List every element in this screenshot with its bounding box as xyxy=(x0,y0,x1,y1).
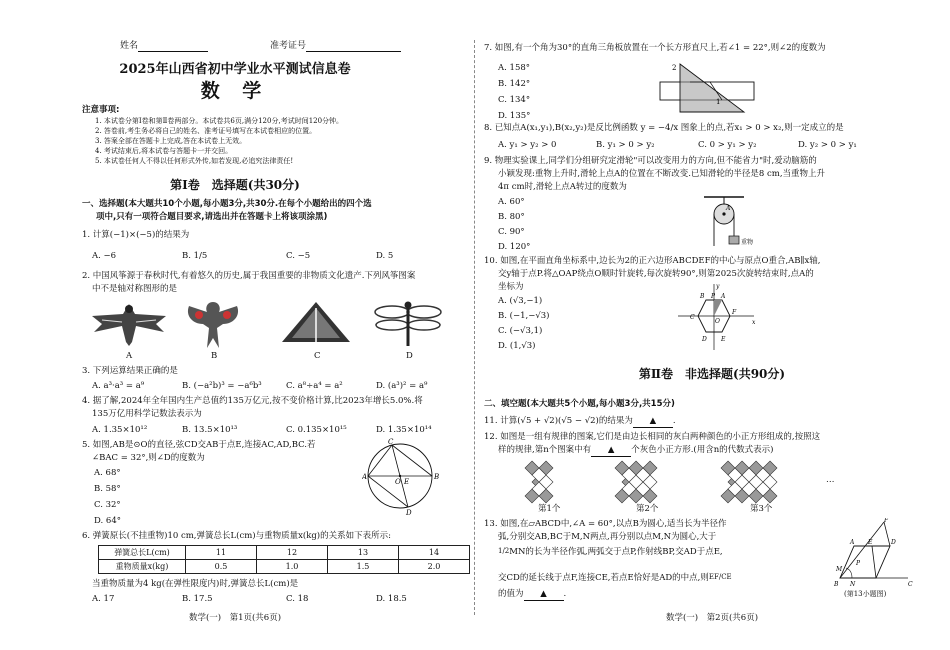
q11-tail: . xyxy=(672,416,676,426)
section1-heading-1: 一、选择题(本大题共10个小题,每小题3分,共30分.在每个小题给出的四个选 xyxy=(82,199,372,209)
q9-option-a[interactable]: A. 60° xyxy=(498,197,525,207)
q3-option-a[interactable]: A. a³·a³ = a⁹ xyxy=(92,381,145,391)
q13-line4 xyxy=(498,572,732,584)
q5-option-a[interactable]: A. 68° xyxy=(94,468,121,478)
table-cell: 1.5 xyxy=(328,560,399,574)
name-field xyxy=(120,40,208,52)
q7-ruler-triangle-diagram xyxy=(658,58,756,118)
q13-label-n: N xyxy=(850,581,856,588)
kite-dragonfly-icon xyxy=(372,298,444,348)
q5-label-e: E xyxy=(404,478,410,486)
q13-parallelogram-diagram xyxy=(828,518,914,588)
q5-option-c[interactable]: C. 32° xyxy=(94,500,121,510)
q1-option-d[interactable]: D. 5 xyxy=(376,251,394,261)
section1-heading-2: 项中,只有一项符合题目要求,请选出并在答题卡上将该项涂黑) xyxy=(96,212,328,222)
q12-stem-2-tail: 个灰色小正方形.(用含n的代数式表示) xyxy=(631,445,774,455)
q6-option-d[interactable]: D. 18.5 xyxy=(376,594,407,604)
q10-option-d[interactable]: D. (1,√3) xyxy=(498,341,536,351)
q12-ellipsis: … xyxy=(826,475,835,485)
page1-footer: 数学(一) 第1页(共6页) xyxy=(188,613,282,623)
q7-label-2: 2 xyxy=(672,64,677,72)
q12-pattern-figures xyxy=(518,460,848,504)
q13-line5: 的值为 ▲ . xyxy=(498,589,567,599)
q12-stem-1: 12. 如图是一组有规律的图案,它们是由边长相同的灰白两种颜色的小正方形组成的,按照这 xyxy=(484,432,821,442)
q1-stem: 1. 计算(−1)×(−5)的结果为 xyxy=(82,230,190,240)
q13-label-d: D xyxy=(891,539,896,546)
ticket-field xyxy=(270,40,401,52)
table-cell: 1.0 xyxy=(257,560,328,574)
q10-stem-1: 10. 如图,在平面直角坐标系中,边长为2的正六边形ABCDEF的中心与原点O重合,AB∥x轴, xyxy=(484,256,821,266)
kite-swallow-icon xyxy=(183,298,243,350)
q13-label-e: E xyxy=(868,539,873,546)
q5-label-o: O xyxy=(395,478,401,486)
q10-stem-2: 交y轴于点P.将△OAP绕点O顺时针旋转,每次旋转90°,则第2025次旋转结束时,点A的 xyxy=(498,269,814,279)
q7-option-d[interactable]: D. 135° xyxy=(498,111,531,121)
q2-label-c[interactable]: C xyxy=(314,351,321,361)
answer-mark: ▲ xyxy=(649,416,657,426)
q13-line3 xyxy=(498,547,723,558)
q10-label-o: O xyxy=(715,318,720,325)
q5-circle-diagram xyxy=(362,436,440,516)
q10-label-e: E xyxy=(721,336,726,343)
notice-5: 5. 本试卷任何人不得以任何形式外传,如若发现,必追究法律责任! xyxy=(95,157,294,165)
q5-label-b: B xyxy=(434,473,440,481)
q7-option-c[interactable]: C. 134° xyxy=(498,95,531,105)
q1-option-c[interactable]: C. −5 xyxy=(286,251,311,261)
table-cell: 0.5 xyxy=(186,560,257,574)
q2-label-a[interactable]: A xyxy=(126,351,133,361)
q9-stem-2: 小颖发现:重物上升时,滑轮上点A的位置在不断改变.已知滑轮的半径是8 cm,当重物上升 xyxy=(498,169,826,179)
ticket-label: 准考证号 xyxy=(270,41,307,51)
answer-mark: ▲ xyxy=(607,445,615,455)
table-cell: 12 xyxy=(257,546,328,560)
q5-label-d: D xyxy=(406,509,412,516)
q13-ratio-fraction: EF/CE xyxy=(708,573,732,581)
q9-pulley-diagram xyxy=(700,194,770,250)
q12-caption-2: 第2个 xyxy=(636,504,659,514)
q1-option-b[interactable]: B. 1/5 xyxy=(182,251,208,261)
q12-line2 xyxy=(498,445,774,457)
q3-option-d[interactable]: D. (a³)² = a⁹ xyxy=(376,381,428,391)
q10-label-d: D xyxy=(702,336,707,343)
q6-option-b[interactable]: B. 17.5 xyxy=(182,594,213,604)
section2-heading: 二、填空题(本大题共5个小题,每小题3分,共15分) xyxy=(484,399,675,409)
table-row xyxy=(99,560,470,574)
q8-option-c[interactable]: C. 0 > y₁ > y₂ xyxy=(698,140,757,150)
q9-label-weight: 重物 xyxy=(741,239,754,246)
table-cell: 2.0 xyxy=(399,560,470,574)
q9-stem-3: 4π cm时,滑轮上点A转过的度数为 xyxy=(498,182,627,192)
q13-stem-2: 弧,分别交AB,BC于M,N两点,再分别以点M,N为圆心,大于 xyxy=(498,532,717,542)
notice-2: 2. 答卷前,考生务必将自己的姓名、准考证号填写在本试卷相应的位置。 xyxy=(95,127,317,135)
q11-line xyxy=(484,416,676,428)
table-cell: 14 xyxy=(399,546,470,560)
q4-stem-1: 4. 据了解,2024年全年国内生产总值约135万亿元,按不变价格计算,比2023年增长5.0%.将 xyxy=(82,396,423,406)
q8-option-b[interactable]: B. y₁ > 0 > y₂ xyxy=(596,140,655,150)
subject-title: 数 学 xyxy=(200,80,270,102)
q4-option-a[interactable]: A. 1.35×10¹² xyxy=(92,425,148,435)
q5-stem-1: 5. 如图,AB是⊙O的直径,弦CD交AB于点E,连接AC,AD,BC.若 xyxy=(82,440,316,450)
q12-caption-3: 第3个 xyxy=(750,504,773,514)
q7-option-a[interactable]: A. 158° xyxy=(498,63,531,73)
q8-option-d[interactable]: D. y₂ > 0 > y₁ xyxy=(798,140,857,150)
q2-label-b[interactable]: B xyxy=(211,351,218,361)
q7-option-b[interactable]: B. 142° xyxy=(498,79,531,89)
q5-label-c: C xyxy=(388,438,394,446)
q6-spring-table xyxy=(98,545,470,574)
q7-label-1: 1 xyxy=(716,98,721,106)
q9-label-a: A xyxy=(726,205,731,212)
q4-option-b[interactable]: B. 13.5×10¹³ xyxy=(182,425,238,435)
q10-hexagon-diagram xyxy=(674,280,758,352)
answer-mark: ▲ xyxy=(540,589,547,599)
q12-stem-2: 样的规律,第n个图案中有 xyxy=(498,445,592,455)
q10-label-b: B xyxy=(700,293,705,300)
q11-stem: 11. 计算(√5 + √2)(√5 − √2)的结果为 xyxy=(484,416,633,426)
q8-option-a[interactable]: A. y₁ > y₂ > 0 xyxy=(498,140,557,150)
q3-stem: 3. 下列运算结果正确的是 xyxy=(82,366,178,376)
q13-label-b: B xyxy=(834,581,839,588)
q13-stem-5: 的值为 xyxy=(498,589,524,599)
q10-label-f: F xyxy=(732,309,737,316)
q13-label-a: A xyxy=(850,539,855,546)
q4-option-c[interactable]: C. 0.135×10¹⁵ xyxy=(286,425,347,435)
q13-stem-4: 交CD的延长线于点F,连接CE,若点E恰好是AD的中点,则 xyxy=(498,573,709,583)
q13-half-fraction: 1/2 xyxy=(498,547,510,555)
page-divider xyxy=(474,40,476,615)
q6-stem-2: 当重物质量为4 kg(在弹性限度内)时,弹簧总长L(cm)是 xyxy=(92,579,299,589)
q6-option-c[interactable]: C. 18 xyxy=(286,594,309,604)
notice-4: 4. 考试结束后,将本试卷与答题卡一并交回。 xyxy=(95,147,233,155)
q5-stem-2: ∠BAC = 32°,则∠D的度数为 xyxy=(92,453,205,463)
q3-option-b[interactable]: B. (−a²b)³ = −a⁶b³ xyxy=(182,381,262,391)
q8-stem: 8. 已知点A(x₁,y₁),B(x₂,y₂)是反比例函数 y = −4/x 图象上的点,若x₁ > 0 > x₂,则一定成立的是 xyxy=(484,123,844,133)
q9-option-b[interactable]: B. 80° xyxy=(498,212,525,222)
name-blank[interactable] xyxy=(138,42,208,52)
q6-stem: 6. 弹簧原长(不挂重物)10 cm,弹簧总长L(cm)与重物质量x(kg)的关系如下表所示: xyxy=(82,531,391,541)
q13-label-m: M xyxy=(836,566,843,573)
q2-label-d[interactable]: D xyxy=(406,351,413,361)
table-cell: 重物质量x(kg) xyxy=(99,560,186,574)
q12-answer-blank[interactable] xyxy=(591,445,631,457)
q13-figure-caption: (第13小题图) xyxy=(844,590,887,598)
q3-option-c[interactable]: C. a⁸÷a⁴ = a² xyxy=(286,381,343,391)
q9-option-c[interactable]: C. 90° xyxy=(498,227,525,237)
q13-label-c: C xyxy=(908,581,913,588)
q6-option-a[interactable]: A. 17 xyxy=(92,594,115,604)
q10-option-c[interactable]: C. (−√3,1) xyxy=(498,326,543,336)
q10-option-b[interactable]: B. (−1,−√3) xyxy=(498,311,550,321)
page2-footer: 数学(一) 第2页(共6页) xyxy=(665,613,759,623)
q13-stem-3: MN的长为半径作弧,两弧交于点P,作射线BP,交AD于点E, xyxy=(509,547,723,557)
table-cell: 13 xyxy=(328,546,399,560)
q2-stem-1: 2. 中国风筝源于春秋时代,有着悠久的历史,属于我国重要的非物质文化遗产.下列风筝图案 xyxy=(82,271,416,281)
q7-stem: 7. 如图,有一个角为30°的直角三角板放置在一个长方形直尺上,若∠1 = 22°,则∠2的度数为 xyxy=(484,43,826,53)
q2-stem-2: 中不是轴对称图形的是 xyxy=(92,284,178,294)
table-cell: 弹簧总长L(cm) xyxy=(99,546,186,560)
q13-label-f: F xyxy=(884,518,889,524)
q11-answer-blank[interactable] xyxy=(633,416,673,428)
q4-stem-2: 135万亿用科学记数法表示为 xyxy=(92,409,202,419)
q13-answer-blank[interactable] xyxy=(524,589,564,601)
table-row xyxy=(99,546,470,560)
q10-label-a: A xyxy=(721,293,726,300)
q10-label-p: P xyxy=(711,293,716,300)
kite-eagle-icon xyxy=(88,298,170,348)
q5-label-a: A xyxy=(362,473,368,481)
q4-option-d[interactable]: D. 1.35×10¹⁴ xyxy=(376,425,432,435)
q10-option-a[interactable]: A. (√3,−1) xyxy=(498,296,543,306)
page-1 xyxy=(0,0,470,650)
notice-1: 1. 本试卷分第Ⅰ卷和第Ⅱ卷两部分。本试卷共6页,满分120分,考试时间120分钟。 xyxy=(95,117,344,125)
notice-3: 3. 答案全部在答题卡上完成,答在本试卷上无效。 xyxy=(95,137,247,145)
page-2 xyxy=(478,0,946,650)
q9-stem-1: 9. 物理实验课上,同学们分组研究定滑轮"可以改变用力的方向,但不能省力"时,爱动脑筋的 xyxy=(484,156,817,166)
notice-title: 注意事项: xyxy=(82,105,120,115)
q10-label-x: x xyxy=(752,319,756,326)
table-cell: 11 xyxy=(186,546,257,560)
q13-label-p: P xyxy=(856,560,861,567)
ticket-blank[interactable] xyxy=(306,42,401,52)
q9-option-d[interactable]: D. 120° xyxy=(498,242,531,252)
part1-title: 第Ⅰ卷 选择题(共30分) xyxy=(170,178,300,192)
name-label: 姓名 xyxy=(120,41,139,51)
q10-label-y: y xyxy=(716,283,720,290)
part2-title: 第Ⅱ卷 非选择题(共90分) xyxy=(638,367,786,381)
kite-triangle-icon xyxy=(278,298,354,348)
q10-stem-3: 坐标为 xyxy=(498,282,524,292)
q13-stem-1: 13. 如图,在▱ABCD中,∠A = 60°,以点B为圆心,适当长为半径作 xyxy=(484,519,727,529)
q10-label-c: C xyxy=(690,314,695,321)
q1-option-a[interactable]: A. −6 xyxy=(92,251,117,261)
exam-title: 2025年山西省初中学业水平测试信息卷 xyxy=(119,62,351,77)
q12-caption-1: 第1个 xyxy=(538,504,561,514)
q5-option-b[interactable]: B. 58° xyxy=(94,484,121,494)
q5-option-d[interactable]: D. 64° xyxy=(94,516,121,526)
